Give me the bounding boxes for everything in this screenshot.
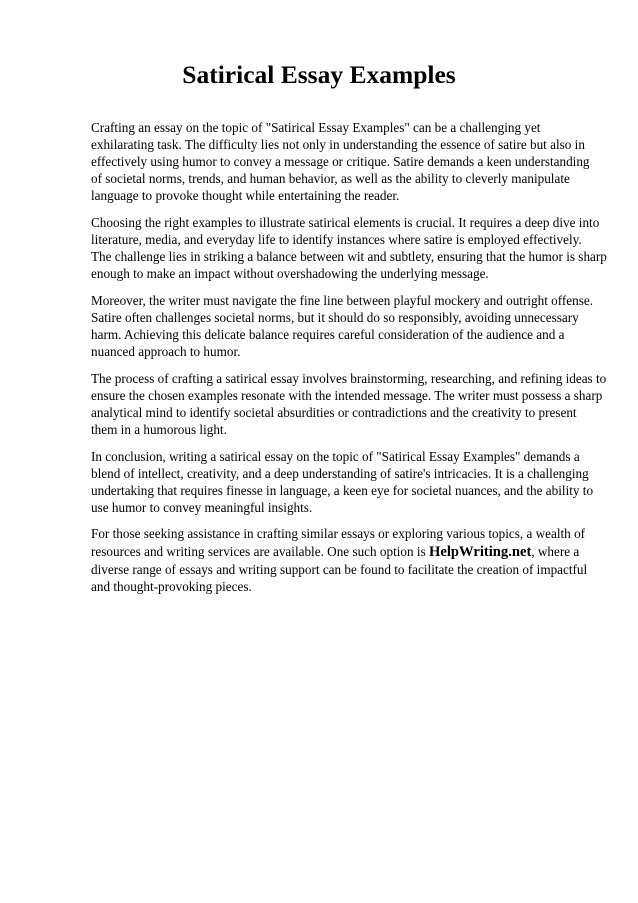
text-line: effectively using humor to convey a message or critique. Satire demands a keen understanding xyxy=(91,154,590,170)
text-line: The challenge lies in striking a balance between wit and subtlety, ensuring that the humor is sharp xyxy=(91,249,607,265)
text-segment: resources and writing services are available. One such option is xyxy=(91,543,430,559)
text-line: Moreover, the writer must navigate the fine line between playful mockery and outright offense. xyxy=(91,292,594,308)
text-line: exhilarating task. The difficulty lies not only in understanding the essence of satire but also in xyxy=(91,137,585,153)
text-line: them in a humorous light. xyxy=(91,422,227,437)
text-line: undertaking that requires finesse in language, a keen eye for societal nuances, and the ability to xyxy=(91,482,594,498)
text-line: Choosing the right examples to illustrate satirical elements is crucial. It requires a deep dive into xyxy=(91,214,600,230)
text-line: Crafting an essay on the topic of "Satirical Essay Examples" can be a challenging yet xyxy=(91,120,541,135)
text-line: For those seeking assistance in crafting similar essays or exploring various topics, a wealth of xyxy=(91,526,586,542)
text-line: diverse range of essays and writing support can be found to facilitate the creation of impactful xyxy=(91,561,588,577)
text-line: blend of intellect, creativity, and a deep understanding of satire's intricacies. It is a challenging xyxy=(91,465,589,481)
text-line: harm. Achieving this delicate balance requires careful consideration of the audience and a xyxy=(91,327,565,343)
paragraph-resources xyxy=(91,525,606,594)
text-line: Satire often challenges societal norms, but it should do so responsibly, avoiding unnecessary xyxy=(91,309,579,325)
paragraph-examples xyxy=(91,214,606,282)
essay-body xyxy=(91,119,606,604)
text-line-with-link xyxy=(91,543,606,561)
text-line: use humor to convey meaningful insights. xyxy=(91,499,313,515)
text-line: In conclusion, writing a satirical essay on the topic of "Satirical Essay Examples" demands a xyxy=(91,448,580,464)
paragraph-conclusion xyxy=(91,448,606,516)
text-line: nuanced approach to humor. xyxy=(91,344,241,360)
helpwriting-link[interactable]: HelpWriting.net xyxy=(429,543,532,560)
text-line: literature, media, and everyday life to identify instances where satire is employed effectively. xyxy=(91,232,582,248)
page-title: Satirical Essay Examples xyxy=(182,60,456,89)
paragraph-intro xyxy=(91,119,606,204)
text-line: language to provoke thought while entertaining the reader. xyxy=(91,188,400,204)
paragraph-balance xyxy=(91,292,606,360)
paragraph-process xyxy=(91,370,606,438)
text-line: analytical mind to identify societal absurdities or contradictions and the creativity to present xyxy=(91,404,577,420)
text-line: and thought-provoking pieces. xyxy=(91,578,252,594)
text-line: of societal norms, trends, and human behavior, as well as the ability to cleverly manipulate xyxy=(91,171,570,187)
text-line: The process of crafting a satirical essay involves brainstorming, researching, and refining ideas to xyxy=(91,370,607,386)
text-line: ensure the chosen examples resonate with the intended message. The writer must possess a sharp xyxy=(91,387,603,403)
text-line: enough to make an impact without overshadowing the underlying message. xyxy=(91,266,489,282)
text-segment: , where a xyxy=(531,543,580,559)
